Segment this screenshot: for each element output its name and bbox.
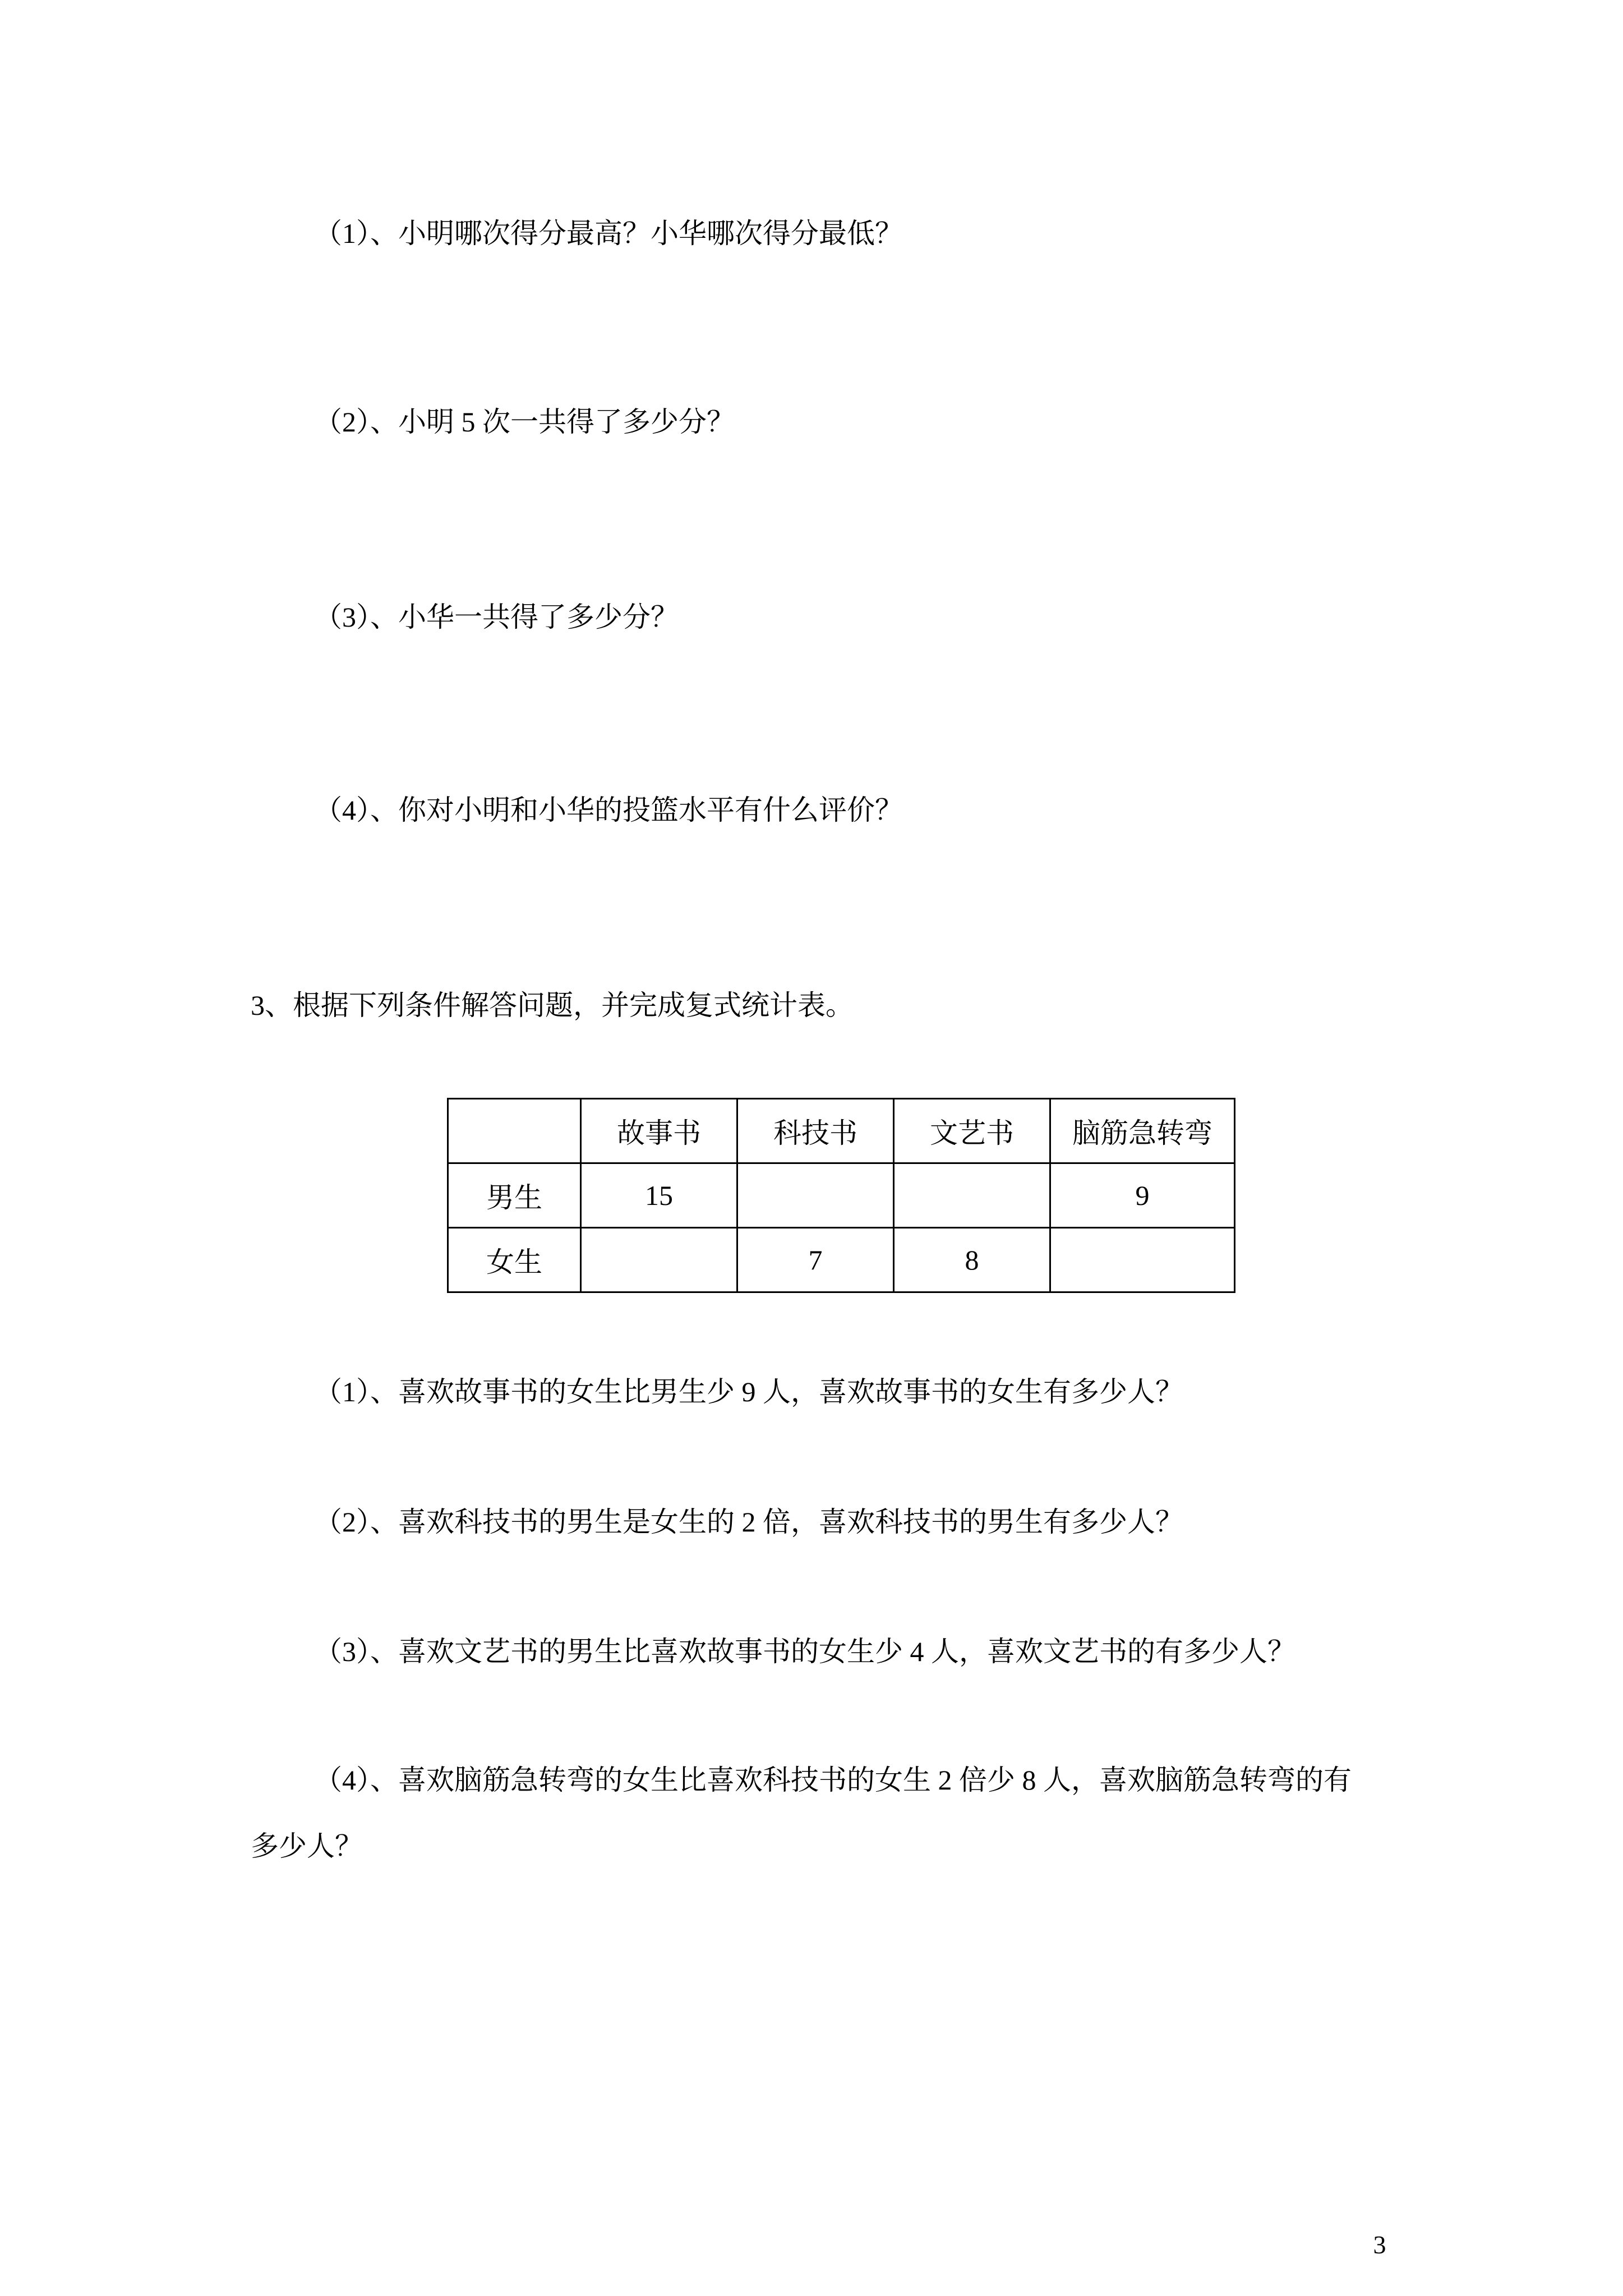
question-2-3: （3）、小华一共得了多少分？ xyxy=(314,601,679,633)
question-3-4-line-1: （4）、喜欢脑筋急转弯的女生比喜欢科技书的女生 2 倍少 8 人，喜欢脑筋急转弯的有 xyxy=(314,1764,1352,1796)
table-cell: 7 xyxy=(737,1228,894,1292)
table-header-cell: 文艺书 xyxy=(894,1099,1050,1163)
table-cell xyxy=(894,1163,1050,1228)
question-2-2: （2）、小明 5 次一共得了多少分？ xyxy=(314,406,735,438)
question-3-1: （1）、喜欢故事书的女生比男生少 9 人，喜欢故事书的女生有多少人？ xyxy=(314,1376,1183,1407)
table-cell xyxy=(737,1163,894,1228)
table-row xyxy=(448,1228,1235,1292)
question-2-1: （1）、小明哪次得分最高？小华哪次得分最低？ xyxy=(314,218,903,249)
table-corner-cell xyxy=(448,1099,581,1163)
table-cell: 15 xyxy=(581,1163,737,1228)
table-cell: 8 xyxy=(894,1228,1050,1292)
table-row-label: 女生 xyxy=(448,1228,581,1292)
question-3-2: （2）、喜欢科技书的男生是女生的 2 倍，喜欢科技书的男生有多少人？ xyxy=(314,1506,1183,1538)
table-header-row xyxy=(448,1099,1235,1163)
table-header-cell: 故事书 xyxy=(581,1099,737,1163)
page-number: 3 xyxy=(1373,2230,1386,2259)
table-row xyxy=(448,1163,1235,1228)
section-3-heading: 3、根据下列条件解答问题，并完成复式统计表。 xyxy=(251,990,854,1021)
table-cell xyxy=(1050,1228,1235,1292)
table-cell xyxy=(581,1228,737,1292)
table-row-label: 男生 xyxy=(448,1163,581,1228)
question-3-3: （3）、喜欢文艺书的男生比喜欢故事书的女生少 4 人，喜欢文艺书的有多少人？ xyxy=(314,1636,1295,1667)
table-header-cell: 脑筋急转弯 xyxy=(1050,1099,1235,1163)
table-cell: 9 xyxy=(1050,1163,1235,1228)
question-3-4-line-2: 多少人？ xyxy=(251,1830,363,1862)
table-header-cell: 科技书 xyxy=(737,1099,894,1163)
question-2-4: （4）、你对小明和小华的投篮水平有什么评价？ xyxy=(314,794,903,826)
stats-table xyxy=(447,1098,1235,1293)
